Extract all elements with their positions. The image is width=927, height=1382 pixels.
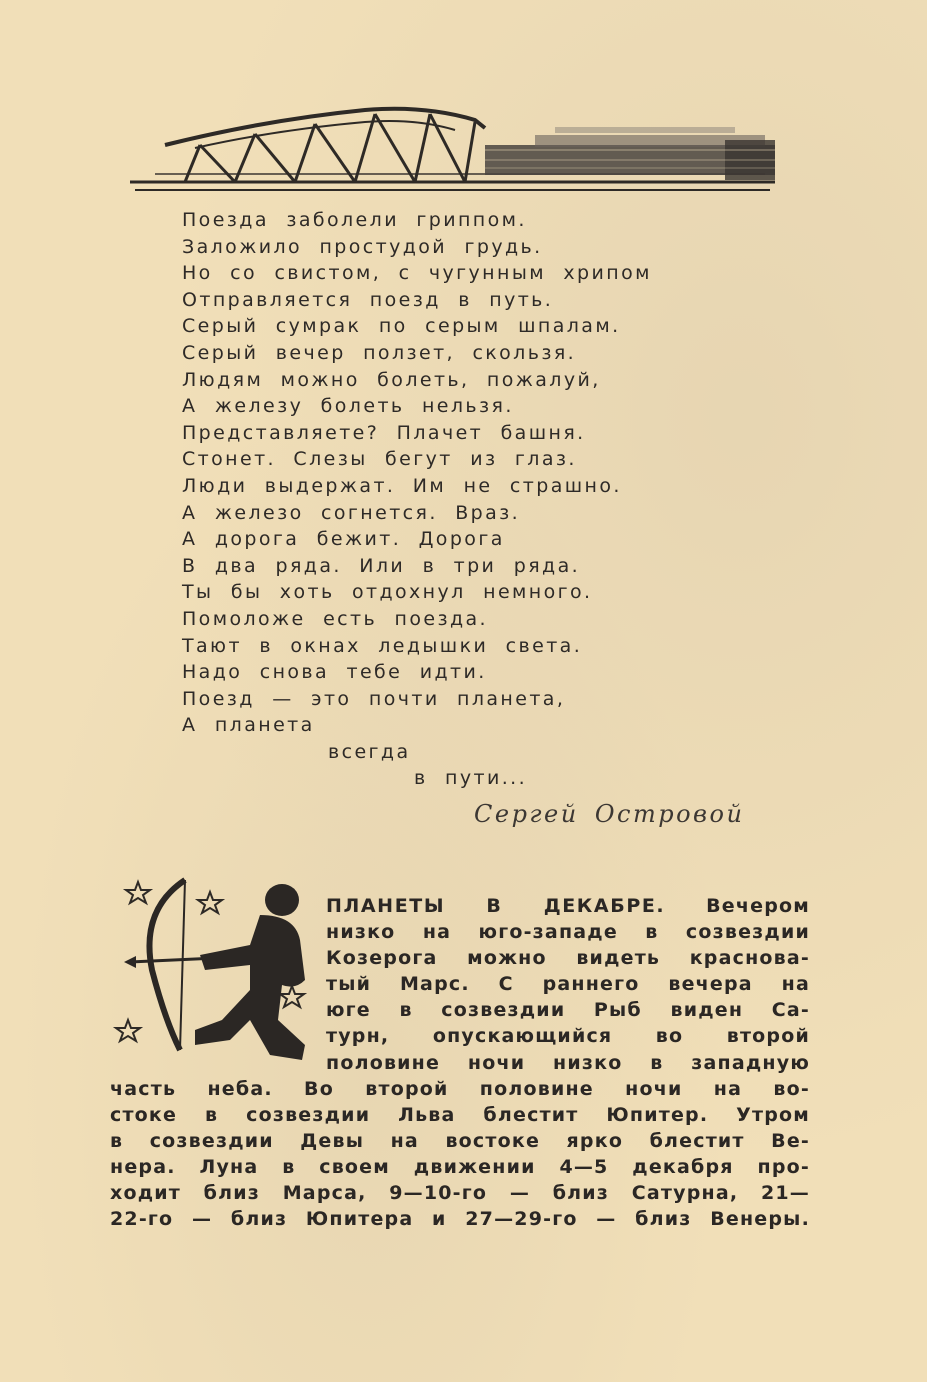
article-line: стоке в созвездии Льва блестит Юпитер. Утром	[110, 1103, 810, 1126]
poem-line: Тают в окнах ледышки света.	[182, 634, 583, 657]
poem-line: Представляете? Плачет башня.	[182, 421, 586, 444]
article-line: юге в созвездии Рыб виден Са-	[326, 999, 810, 1022]
article-headline: ПЛАНЕТЫ В ДЕКАБРЕ.	[326, 895, 666, 917]
poem-line: А дорога бежит. Дорога	[182, 528, 505, 551]
poem-line: Отправляется поезд в путь.	[182, 288, 554, 311]
poem-line: Люди выдержат. Им не страшно.	[182, 474, 622, 497]
poem-line: Помоложе есть поезда.	[182, 607, 488, 630]
article-line: турн, опускающийся во второй	[326, 1025, 810, 1048]
article-line: половине ночи низко в западную	[326, 1051, 810, 1074]
article-line: Козерога можно видеть красновa-	[326, 947, 810, 970]
poem-line: Стонет. Слезы бегут из глаз.	[182, 448, 577, 471]
article-line: ходит близ Марса, 9—10-го — близ Сатурна, 21—	[110, 1182, 810, 1205]
poem-line: Поезда заболели гриппом.	[182, 209, 527, 231]
article-line: 22-го — близ Юпитера и 27—29-го — близ Венеры.	[110, 1208, 810, 1231]
article-line: в созвездии Девы на востоке ярко блестит Ве-	[110, 1129, 810, 1152]
astronomy-article	[110, 893, 810, 1232]
poem-line: Ты бы хоть отдохнул немного.	[182, 581, 593, 604]
article-text: Вечером	[706, 895, 810, 917]
poem-line: А планета	[182, 714, 315, 737]
poem-line: в пути...	[414, 767, 528, 790]
poem-line: Серый вечер ползет, скользя.	[182, 341, 577, 364]
poem-line: А железу болеть нельзя.	[182, 395, 514, 418]
poem-line: Серый сумрак по серым шпалам.	[182, 315, 621, 338]
article-line: тый Марс. С раннего вечера на	[326, 973, 810, 996]
poem-author: Сергей Островой	[474, 800, 745, 828]
poem-line: В два ряда. Или в три ряда.	[182, 554, 581, 577]
bridge-illustration	[125, 100, 780, 200]
poem-line: Надо снова тебе идти.	[182, 661, 487, 684]
article-line: часть неба. Во второй половине ночи на во-	[110, 1077, 810, 1100]
article-line	[326, 893, 810, 919]
poem-line: Поезд — это почти планета,	[182, 687, 566, 710]
poem-line: А железо согнется. Враз.	[182, 501, 521, 524]
article-line: нера. Луна в своем движении 4—5 декабря про-	[110, 1155, 810, 1178]
poem-line: Людям можно болеть, пожалуй,	[182, 368, 601, 391]
poem-line: Но со свистом, с чугунным хрипом	[182, 262, 652, 285]
poem-line: Заложило простудой грудь.	[182, 235, 543, 258]
article-line: низко на юго-западе в созвездии	[326, 921, 810, 944]
poem	[182, 207, 742, 792]
poem-line: всегда	[328, 740, 411, 763]
